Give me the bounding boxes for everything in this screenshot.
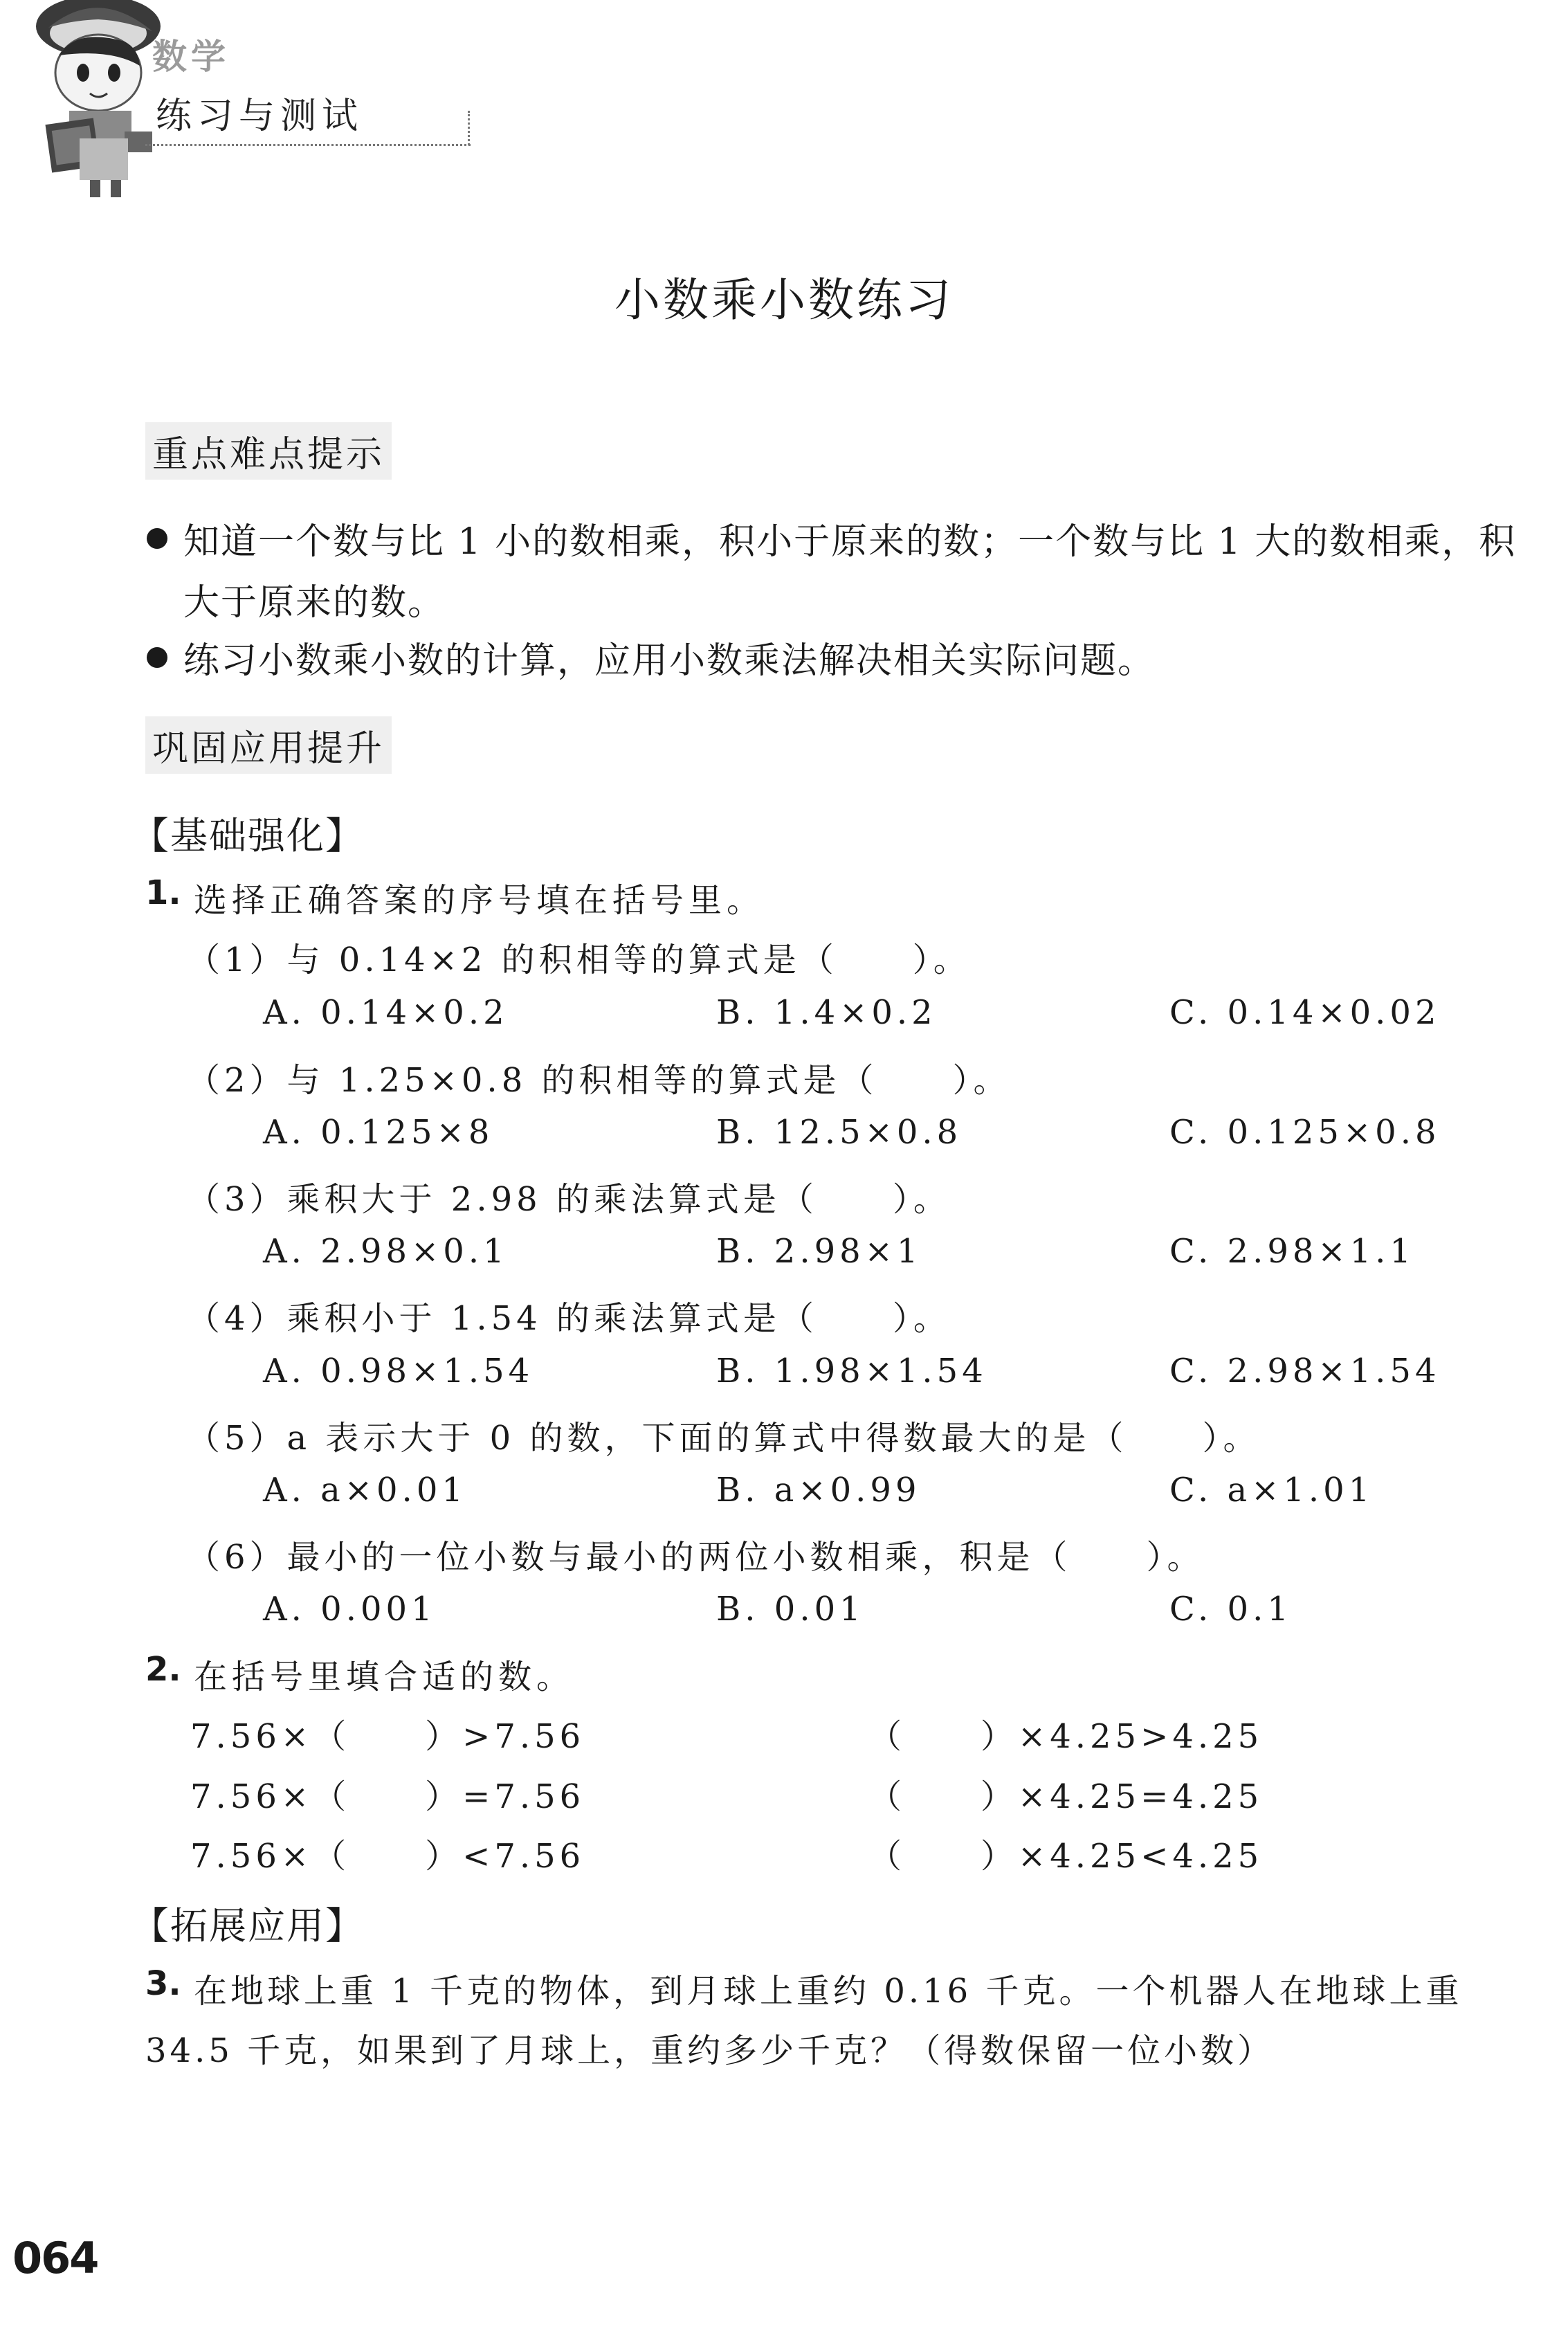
- fill-blank-left: 7.56×（ ）>7.56: [190, 1717, 585, 1756]
- header-subject: 数学: [152, 37, 230, 77]
- section-heading-key-points: 重点难点提示: [145, 422, 392, 480]
- bullet-icon: [147, 528, 167, 549]
- option-b: B. 0.01: [716, 1590, 865, 1629]
- question-text: 在括号里填合适的数。: [194, 1658, 575, 1696]
- fill-blank-left: 7.56×（ ）=7.56: [190, 1777, 585, 1816]
- option-a: A. a×0.01: [263, 1471, 467, 1510]
- option-a: A. 0.14×0.2: [263, 993, 509, 1032]
- sub-question: （4）乘积小于 1.54 的乘法算式是（ ）。: [187, 1299, 951, 1338]
- option-b: B. 12.5×0.8: [716, 1113, 963, 1152]
- question-text-line2: 34.5 千克，如果到了月球上，重约多少千克？（得数保留一位小数）: [145, 2031, 1275, 2070]
- bullet-icon: [147, 647, 167, 668]
- mascot-illustration: [21, 0, 166, 208]
- subsection-basic: 【基础强化】: [131, 814, 364, 858]
- header-divider-vertical: [468, 111, 470, 145]
- question-text: 选择正确答案的序号填在括号里。: [194, 881, 765, 920]
- sub-question: （1）与 0.14×2 的积相等的算式是（ ）。: [187, 941, 971, 979]
- question-number: 3.: [145, 1964, 181, 2003]
- question-number: 2.: [145, 1650, 181, 1689]
- question-text-line1: 在地球上重 1 千克的物体，到月球上重约 0.16 千克。一个机器人在地球上重: [194, 1972, 1463, 2011]
- option-a: A. 0.001: [263, 1590, 437, 1629]
- option-b: B. a×0.99: [716, 1471, 921, 1510]
- option-c: C. a×1.01: [1169, 1471, 1374, 1510]
- page-title: 小数乘小数练习: [614, 273, 954, 327]
- option-c: C. 0.125×0.8: [1169, 1113, 1441, 1152]
- fill-blank-right: （ ）×4.25=4.25: [868, 1777, 1264, 1816]
- fill-blank-left: 7.56×（ ）<7.56: [190, 1837, 585, 1876]
- subsection-extended: 【拓展应用】: [131, 1904, 364, 1948]
- question-number: 1.: [145, 873, 181, 912]
- option-b: B. 1.98×1.54: [716, 1352, 987, 1390]
- option-b: B. 2.98×1: [716, 1232, 922, 1271]
- option-b: B. 1.4×0.2: [716, 993, 937, 1032]
- sub-question: （2）与 1.25×0.8 的积相等的算式是（ ）。: [187, 1061, 1011, 1100]
- sub-question: （3）乘积大于 2.98 的乘法算式是（ ）。: [187, 1180, 951, 1219]
- sub-question: （5）a 表示大于 0 的数，下面的算式中得数最大的是（ ）。: [187, 1419, 1261, 1458]
- sub-question: （6）最小的一位小数与最小的两位小数相乘，积是（ ）。: [187, 1538, 1205, 1577]
- fill-blank-right: （ ）×4.25>4.25: [868, 1717, 1264, 1756]
- option-c: C. 0.14×0.02: [1169, 993, 1441, 1032]
- option-c: C. 0.1: [1169, 1590, 1293, 1629]
- bullet-text-1-line2: 大于原来的数。: [183, 582, 446, 624]
- option-c: C. 2.98×1.54: [1169, 1352, 1441, 1390]
- option-a: A. 0.98×1.54: [263, 1352, 534, 1390]
- header-book-title: 练习与测试: [156, 96, 364, 137]
- page-number: 064: [12, 2233, 98, 2283]
- bullet-text-1-line1: 知道一个数与比 1 小的数相乘，积小于原来的数；一个数与比 1 大的数相乘，积: [183, 521, 1517, 563]
- section-heading-practice: 巩固应用提升: [145, 716, 392, 774]
- option-c: C. 2.98×1.1: [1169, 1232, 1415, 1271]
- fill-blank-right: （ ）×4.25<4.25: [868, 1837, 1264, 1876]
- header-divider: [145, 144, 471, 146]
- option-a: A. 0.125×8: [263, 1113, 494, 1152]
- bullet-text-2: 练习小数乘小数的计算，应用小数乘法解决相关实际问题。: [183, 640, 1156, 682]
- option-a: A. 2.98×0.1: [263, 1232, 509, 1271]
